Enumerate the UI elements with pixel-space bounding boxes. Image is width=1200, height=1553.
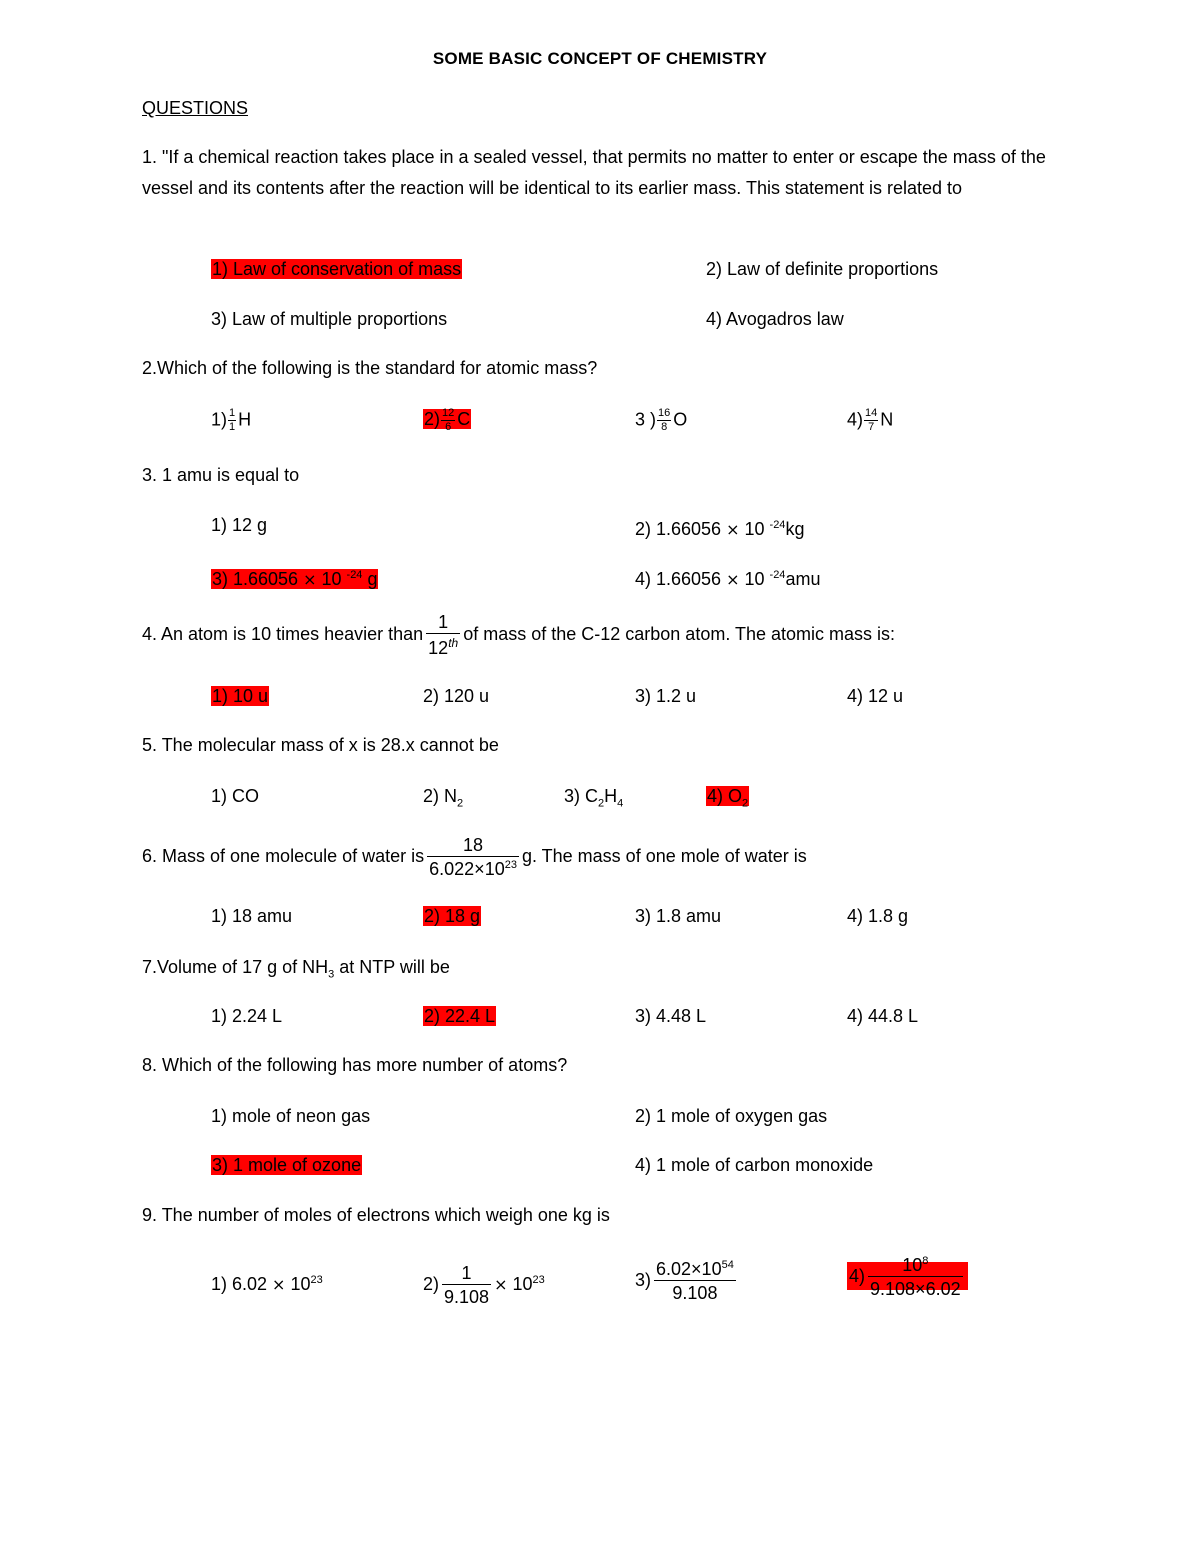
q1-option-2[interactable]: 2) Law of definite proportions bbox=[706, 259, 939, 279]
question-5-text: 5. The molecular mass of x is 28.x cannot be bbox=[142, 735, 499, 755]
q3-option-4-value: 4) 1.66056 bbox=[635, 569, 722, 589]
q8-option-3-label: 3) 1 mole of ozone bbox=[212, 1155, 362, 1175]
q5-option-2-a: 2) N bbox=[423, 786, 458, 806]
q2-option-3-prefix: 3 ) bbox=[635, 409, 657, 430]
q9-option-4-num-sup: 8 bbox=[922, 1255, 929, 1268]
q5-option-1[interactable]: 1) CO bbox=[211, 786, 260, 806]
q3-option-2-times: × bbox=[726, 520, 740, 539]
q1-option-3[interactable]: 3) Law of multiple proportions bbox=[211, 309, 448, 329]
q2-option-2[interactable] bbox=[423, 408, 471, 433]
q8-option-1[interactable]: 1) mole of neon gas bbox=[211, 1106, 371, 1126]
q2-option-1[interactable] bbox=[211, 408, 251, 433]
q2-option-1-symbol: H bbox=[238, 409, 252, 430]
q9-option-3[interactable] bbox=[635, 1254, 739, 1306]
q2-option-2-prefix: 2) bbox=[424, 409, 441, 430]
q9-option-2-prefix: 2) bbox=[423, 1274, 440, 1294]
q9-option-3-num-sup: 54 bbox=[721, 1259, 734, 1272]
q3-option-4-base: 10 bbox=[739, 569, 770, 589]
q1-option-1-label: 1) Law of conservation of mass bbox=[212, 259, 462, 279]
q8-option-3[interactable] bbox=[211, 1154, 362, 1176]
q2-option-4-atomic-number: 7 bbox=[868, 421, 875, 433]
q3-option-4-exp: -24 bbox=[769, 569, 786, 581]
q4-frac-num: 1 bbox=[426, 613, 460, 634]
q2-option-4-nuclide bbox=[864, 408, 878, 433]
q4-option-3[interactable]: 3) 1.2 u bbox=[635, 686, 697, 706]
q9-option-1-times: × bbox=[272, 1275, 286, 1294]
q4-frac-den-sup: th bbox=[448, 636, 459, 651]
q3-option-2-value: 2) 1.66056 bbox=[635, 519, 722, 539]
q3-option-3-base: 10 bbox=[316, 569, 347, 589]
q3-option-1[interactable]: 1) 12 g bbox=[211, 515, 268, 535]
question-4-text bbox=[142, 612, 895, 657]
q2-option-4-symbol: N bbox=[880, 409, 894, 430]
q5-option-3-a: 3) C bbox=[564, 786, 599, 806]
q2-option-3[interactable] bbox=[635, 408, 687, 433]
question-1-text: 1. "If a chemical reaction takes place in a sealed vessel, that permits no matter to enter or escape the mass of the vessel and its contents after the reaction will be identical to its earlier mass. This statement is related to bbox=[142, 147, 1046, 198]
q3-option-3-highlight bbox=[211, 569, 378, 589]
q3-option-2[interactable] bbox=[635, 514, 804, 541]
q5-option-4-sub: 2 bbox=[742, 797, 749, 810]
q2-option-2-atomic-number: 6 bbox=[445, 421, 452, 433]
q4-option-1[interactable] bbox=[211, 685, 269, 707]
q6-fraction bbox=[427, 836, 519, 878]
q5-option-3[interactable] bbox=[564, 785, 623, 815]
q2-option-2-mass: 12 bbox=[442, 407, 455, 419]
q6-option-2[interactable] bbox=[423, 905, 481, 927]
q9-option-2-base: 10 bbox=[507, 1274, 533, 1294]
q5-option-3-sub2: 4 bbox=[617, 797, 624, 810]
q4-option-1-label: 1) 10 u bbox=[212, 686, 269, 706]
q5-option-4-a: 4) O bbox=[707, 786, 743, 806]
q5-option-3-b: H bbox=[604, 786, 618, 806]
q2-option-4-mass: 14 bbox=[865, 407, 878, 419]
q4-option-2[interactable]: 2) 120 u bbox=[423, 686, 490, 706]
q3-option-3-times: × bbox=[303, 570, 317, 589]
q9-option-2-den: 9.108 bbox=[444, 1287, 490, 1308]
q6-frac-den-base: 6.022×10 bbox=[429, 859, 505, 880]
q7-option-2[interactable] bbox=[423, 1005, 496, 1027]
q7-option-3[interactable]: 3) 4.48 L bbox=[635, 1006, 707, 1026]
q9-option-3-num-base: 6.02×10 bbox=[656, 1259, 722, 1280]
q2-option-3-atomic-number: 8 bbox=[661, 421, 668, 433]
q6-option-3[interactable]: 3) 1.8 amu bbox=[635, 906, 722, 926]
q9-option-1[interactable] bbox=[211, 1269, 323, 1296]
q9-option-3-fraction bbox=[654, 1260, 736, 1302]
q6-option-1[interactable]: 1) 18 amu bbox=[211, 906, 293, 926]
q3-option-2-unit: kg bbox=[785, 519, 805, 539]
q3-option-3[interactable] bbox=[211, 564, 378, 591]
q6-frac-num: 18 bbox=[427, 836, 519, 857]
q6-text-after: g. The mass of one mole of water is bbox=[521, 846, 807, 866]
q9-option-3-prefix: 3) bbox=[635, 1270, 652, 1290]
q7-option-4[interactable]: 4) 44.8 L bbox=[847, 1006, 919, 1026]
q5-option-2[interactable] bbox=[423, 785, 463, 815]
q2-option-3-mass: 16 bbox=[658, 407, 671, 419]
q9-option-3-num bbox=[654, 1260, 736, 1281]
q9-option-2-num: 1 bbox=[442, 1264, 491, 1285]
q9-option-4[interactable] bbox=[847, 1250, 968, 1302]
q4-frac-den-base: 12 bbox=[428, 638, 449, 659]
q3-option-4[interactable] bbox=[635, 564, 820, 591]
q2-option-2-nuclide bbox=[441, 408, 455, 433]
q2-option-1-mass: 1 bbox=[229, 407, 236, 419]
q4-fraction bbox=[426, 613, 460, 657]
question-9-text: 9. The number of moles of electrons which weigh one kg is bbox=[142, 1205, 610, 1225]
question-6-text bbox=[142, 832, 807, 880]
q7-sub: 3 bbox=[328, 968, 335, 981]
q2-option-1-atomic-number: 1 bbox=[229, 421, 236, 433]
q9-option-2-fraction bbox=[442, 1264, 491, 1306]
q1-option-4[interactable]: 4) Avogadros law bbox=[706, 309, 844, 329]
question-7-text bbox=[142, 956, 450, 986]
q3-option-4-times: × bbox=[726, 570, 740, 589]
q9-option-3-den: 9.108 bbox=[672, 1283, 718, 1304]
q4-text-before: 4. An atom is 10 times heavier than bbox=[142, 624, 424, 644]
q2-option-2-highlight bbox=[423, 407, 471, 433]
q9-option-1-prefix: 1) 6.02 bbox=[211, 1274, 273, 1294]
q2-option-1-prefix: 1) bbox=[211, 409, 228, 430]
q3-option-2-base: 10 bbox=[739, 519, 770, 539]
q5-option-4[interactable] bbox=[706, 785, 749, 815]
q4-frac-den bbox=[426, 634, 460, 657]
q9-option-4-prefix: 4) bbox=[849, 1266, 866, 1286]
q2-option-3-nuclide bbox=[657, 408, 671, 433]
page-title: SOME BASIC CONCEPT OF CHEMISTRY bbox=[432, 49, 768, 68]
q2-option-4[interactable] bbox=[847, 408, 893, 433]
q2-option-2-symbol: C bbox=[457, 409, 471, 430]
q9-option-4-fraction bbox=[868, 1256, 963, 1298]
q9-option-4-num bbox=[868, 1256, 963, 1277]
q7-text-after: at NTP will be bbox=[334, 957, 450, 977]
q9-option-4-num-base: 10 bbox=[902, 1255, 923, 1276]
q9-option-4-den: 9.108×6.02 bbox=[870, 1279, 961, 1300]
q6-frac-den-sup: 23 bbox=[504, 859, 517, 872]
q9-option-2[interactable] bbox=[423, 1254, 545, 1311]
q6-option-2-label: 2) 18 g bbox=[424, 906, 481, 926]
q3-option-3-exp: -24 bbox=[346, 569, 363, 581]
q9-option-1-exp: 23 bbox=[310, 1274, 323, 1286]
question-8-text: 8. Which of the following has more number of atoms? bbox=[142, 1055, 568, 1075]
q5-option-4-highlight bbox=[706, 786, 749, 810]
q3-option-3-unit: g bbox=[362, 569, 378, 589]
q7-option-1[interactable]: 1) 2.24 L bbox=[211, 1006, 283, 1026]
question-3-text: 3. 1 amu is equal to bbox=[142, 465, 300, 485]
q6-frac-den bbox=[427, 857, 519, 878]
q9-option-2-exp: 23 bbox=[532, 1274, 545, 1286]
q6-option-4[interactable]: 4) 1.8 g bbox=[847, 906, 909, 926]
q2-option-1-nuclide bbox=[228, 408, 236, 433]
q7-text-before: 7.Volume of 17 g of NH bbox=[142, 957, 329, 977]
q5-option-3-sub1: 2 bbox=[598, 797, 605, 810]
q4-text-after: of mass of the C-12 carbon atom. The atomic mass is: bbox=[463, 624, 896, 644]
q2-option-3-symbol: O bbox=[673, 409, 688, 430]
q7-option-2-label: 2) 22.4 L bbox=[424, 1006, 496, 1026]
q2-option-4-prefix: 4) bbox=[847, 409, 864, 430]
q8-option-2[interactable]: 2) 1 mole of oxygen gas bbox=[635, 1106, 828, 1126]
q3-option-2-exp: -24 bbox=[769, 519, 786, 531]
q3-option-4-unit: amu bbox=[785, 569, 821, 589]
questions-heading: QUESTIONS bbox=[142, 98, 249, 118]
q1-option-1[interactable] bbox=[211, 258, 462, 280]
question-2-text: 2.Which of the following is the standard for atomic mass? bbox=[142, 358, 598, 378]
q6-text-before: 6. Mass of one molecule of water is bbox=[142, 846, 425, 866]
q8-option-4[interactable]: 4) 1 mole of carbon monoxide bbox=[635, 1155, 874, 1175]
q3-option-3-value: 3) 1.66056 bbox=[212, 569, 299, 589]
q5-option-2-sub: 2 bbox=[457, 797, 464, 810]
q9-option-1-base: 10 bbox=[285, 1274, 311, 1294]
q9-option-2-times: × bbox=[494, 1275, 508, 1294]
q9-option-4-highlight bbox=[847, 1255, 968, 1300]
q4-option-4[interactable]: 4) 12 u bbox=[847, 686, 904, 706]
